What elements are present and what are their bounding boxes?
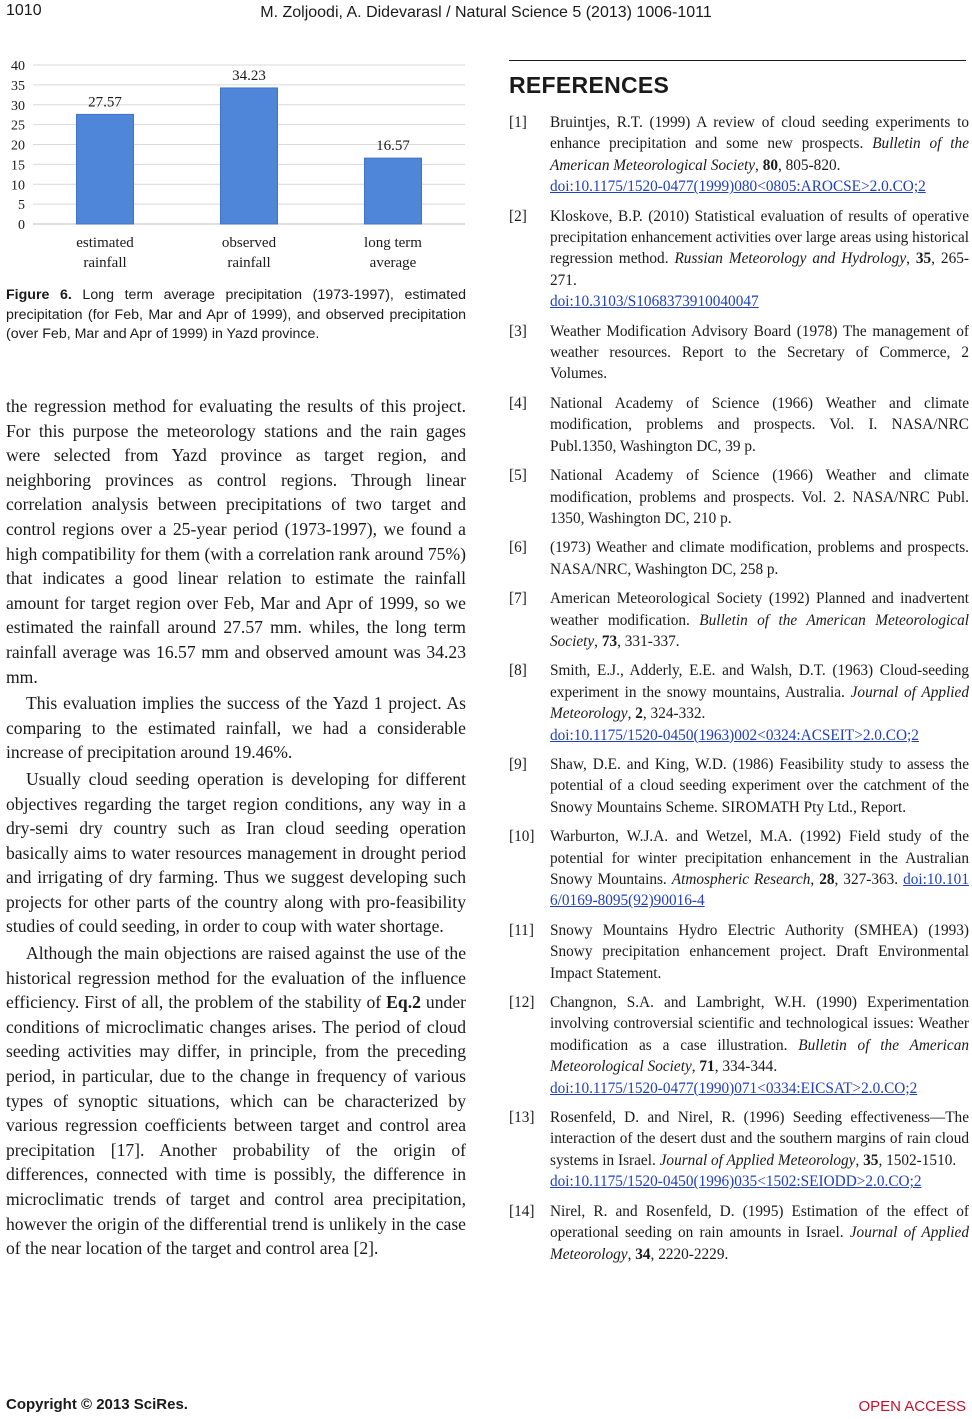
reference-volume: 35 — [915, 250, 932, 268]
reference-text: (1973) Weather and climate modification, problems and prospects. NASA/NRC, Washington DC, 258 p. — [550, 539, 969, 578]
x-tick-label: observed — [221, 235, 277, 251]
reference-volume: 28 — [819, 871, 835, 888]
reference-journal: Bulletin of the American Meteorological Society — [550, 135, 969, 174]
body-text — [6, 394, 466, 1263]
y-tick-label: 15 — [11, 158, 25, 174]
reference-journal: Russian Meteorology and Hydrology — [674, 250, 907, 268]
reference-journal: Journal of Applied Meteorology — [659, 1151, 856, 1169]
data-label: 27.57 — [88, 94, 122, 111]
reference-journal: Atmospheric Research — [671, 871, 811, 888]
reference-text: Warburton, W.J.A. and Wetzel, M.A. (1992) Field study of the potential for winter precipitation enhancement in the Australian Snowy Mountains. — [550, 828, 969, 888]
reference-item — [509, 588, 969, 652]
x-tick-label: average — [369, 255, 417, 271]
reference-number: [7] — [509, 590, 527, 608]
doi-link[interactable]: doi:10.3103/S1068373910040047 — [550, 293, 759, 311]
reference-number: [2] — [509, 207, 527, 225]
reference-pages: , 2220-2229. — [650, 1245, 729, 1263]
y-tick-label: 20 — [11, 138, 25, 154]
x-tick-label: rainfall — [83, 255, 127, 271]
x-tick-label: estimated — [76, 235, 134, 251]
doi-link[interactable]: doi:10.1175/1520-0450(1996)035<1502:SEIODD>2.0.CO;2 — [550, 1173, 922, 1191]
reference-item — [509, 660, 969, 746]
reference-text: Bruintjes, R.T. (1999) A review of cloud seeding experiments to enhance precipitation and some new prospects. — [550, 114, 969, 153]
running-title: M. Zoljoodi, A. Didevarasl / Natural Science 5 (2013) 1006-1011 — [260, 4, 712, 21]
reference-volume: 2 — [635, 705, 643, 723]
reference-number: [9] — [509, 755, 527, 773]
data-label: 34.23 — [232, 67, 266, 84]
reference-item — [509, 1107, 969, 1193]
y-tick-label: 10 — [11, 178, 25, 194]
reference-text: Shaw, D.E. and King, W.D. (1986) Feasibility study to assess the potential of a cloud seeding experiment over the catchment of the Snowy Mountains Scheme. SIROMATH Pty Ltd., Report. — [550, 755, 969, 816]
data-label: 16.57 — [376, 138, 410, 155]
x-tick-label: long term — [364, 235, 422, 251]
reference-number: [13] — [509, 1109, 535, 1127]
reference-number: [1] — [509, 114, 527, 131]
reference-item — [509, 1201, 969, 1265]
reference-item — [509, 321, 969, 385]
paragraph-text: under conditions of microclimatic changes arises. The period of cloud seeding activities may differ, in principle, from the preceding period, in particular, due to the change in frequency of various types of synoptic situations, which can be characterized by various regression coefficients between target and control area precipitation [17]. Another probability of the origin of differences, connected with time is possibly, the difference in microclimatic trends of target and control area precipitation, however the origin of the differential trend is unlikely in the case of the near location of the target and control area [2]. — [6, 992, 466, 1259]
open-access-label: OPEN ACCESS — [858, 1398, 966, 1415]
reference-text: Kloskove, B.P. (2010) Statistical evaluation of results of operative precipitation enhancement activities over large areas using historical regression method. — [550, 207, 969, 268]
reference-item — [509, 112, 969, 198]
reference-text: Changnon, S.A. and Lambright, W.H. (1990) Experimentation involving controversial scientific and technological issues: Weather modification as a case illustration. — [550, 994, 969, 1054]
y-tick-label: 5 — [18, 198, 25, 214]
reference-sep: , — [627, 705, 636, 723]
reference-item — [509, 393, 969, 457]
reference-pages: , 265-271. — [550, 250, 969, 289]
reference-pages: , 331-337. — [617, 632, 680, 650]
paragraph: Usually cloud seeding operation is developing for different objectives regarding the target region conditions, any way in a dry-semi dry country such as Iran cloud seeding operation basically aims to water resources management in drought period and irrigating of dry farming. Thus we suggest developing such projects for other parts of the country along with pro-feasibility studies of could seeding, in order to coup with water shortage. — [6, 768, 466, 937]
reference-item — [509, 920, 969, 984]
reference-number: [5] — [509, 467, 527, 485]
reference-text: Snowy Mountains Hydro Electric Authority (SMHEA) (1993) Snowy precipitation enhancement project. Draft Environmental Impact Statement. — [550, 921, 969, 982]
reference-text: Weather Modification Advisory Board (1978) The management of weather resources. Report to the Secretary of Commerce, 2 Volumes. — [550, 322, 969, 383]
column-rule — [509, 60, 966, 61]
figure-caption — [6, 286, 466, 345]
reference-number: [6] — [509, 539, 527, 557]
reference-text: Rosenfeld, D. and Nirel, R. (1996) Seeding effectiveness—The interaction of the desert dust and the southern margins of rain cloud systems in Israel. — [550, 1109, 969, 1169]
reference-text: Nirel, R. and Rosenfeld, D. (1995) Estimation of the effect of operational seeding on rain amounts in Israel. — [550, 1202, 969, 1242]
y-tick-label: 30 — [11, 98, 25, 114]
reference-journal: Journal of Applied Meteorology — [550, 683, 969, 723]
y-tick-label: 40 — [11, 59, 25, 74]
reference-volume: 80 — [762, 156, 778, 174]
reference-volume: 34 — [635, 1245, 651, 1263]
paragraph: the regression method for evaluating the results of this project. For this purpose the meteorology stations and the rain gages were selected from Yazd province as target region, and neighboring provinces as control regions. Through linear correlation analysis between precipitations of two target and control regions over a 25-year period (1973-1997), we found a high compatibility for them (with a correlation rank around 75%) that indicates a good linear relation to estimate the rainfall amount for target region over Feb, Mar and Apr of 1999, so we estimated the rainfall around 27.57 mm. whiles, the long term rainfall average was 16.57 mm and observed amount was 34.23 mm. — [6, 396, 466, 687]
x-tick-label: rainfall — [227, 255, 271, 271]
reference-text: Smith, E.J., Adderly, E.E. and Walsh, D.T. (1963) Cloud-seeding experiment in the snowy mountains, Australia. — [550, 662, 969, 701]
y-tick-label: 25 — [11, 118, 25, 134]
reference-number: [12] — [509, 994, 535, 1012]
figure-label: Figure 6. — [6, 287, 72, 303]
bar — [365, 158, 422, 224]
reference-sep: , — [755, 156, 763, 174]
reference-sep: , — [810, 871, 820, 888]
reference-volume: 71 — [699, 1058, 715, 1076]
reference-number: [4] — [509, 394, 527, 412]
y-tick-label: 35 — [11, 78, 25, 94]
reference-item — [509, 754, 969, 818]
figure-caption-text: Long term average precipitation (1973-1997), estimated precipitation (for Feb, Mar and Apr of 1999), and observed precipitation (over Feb, Mar and Apr of 1999) in Yazd province. — [6, 287, 466, 342]
reference-sep: , — [627, 1245, 636, 1263]
reference-pages: , 805-820. — [777, 156, 841, 174]
bar — [221, 88, 278, 224]
reference-volume: 35 — [863, 1151, 879, 1169]
copyright: Copyright © 2013 SciRes. — [6, 1396, 188, 1413]
reference-number: [11] — [509, 921, 534, 939]
paragraph: This evaluation implies the success of the Yazd 1 project. As comparing to the estimated rainfall, we had a considerable increase of precipitation around 19.46%. — [6, 693, 466, 763]
reference-pages: , 327-363. — [834, 871, 904, 888]
reference-sep: , — [594, 632, 602, 650]
y-tick-label: 0 — [18, 218, 25, 233]
reference-item — [509, 537, 969, 580]
reference-number: [3] — [509, 322, 527, 340]
reference-sep: , — [691, 1058, 700, 1076]
reference-item — [509, 206, 969, 313]
bar-chart — [0, 55, 480, 285]
page-number: 1010 — [6, 2, 42, 19]
reference-sep: , — [855, 1151, 864, 1169]
doi-link[interactable]: doi:10.1175/1520-0477(1990)071<0334:EICSAT>2.0.CO;2 — [550, 1079, 918, 1097]
reference-number: [14] — [509, 1202, 535, 1220]
references-heading: REFERENCES — [509, 72, 670, 98]
reference-pages: , 334-344. — [714, 1058, 778, 1076]
reference-pages: , 324-332. — [642, 705, 706, 723]
doi-link[interactable]: doi:10.1175/1520-0477(1999)080<0805:AROCSE>2.0.CO;2 — [550, 178, 926, 196]
reference-number: [10] — [509, 828, 535, 846]
paragraph-text: Although the main objections are raised against the use of the historical regression method for the evaluation of the influence efficiency. First of all, the problem of the stability of — [6, 943, 466, 1013]
reference-item — [509, 465, 969, 529]
reference-journal: Bulletin of the American Meteorological Society — [550, 611, 969, 650]
reference-sep: , — [906, 250, 916, 268]
reference-list — [509, 112, 969, 1273]
reference-item — [509, 826, 969, 912]
reference-text: American Meteorological Society (1992) Planned and inadvertent weather modification. — [550, 590, 969, 629]
doi-link[interactable]: doi:10.1016/0169-8095(92)90016-4 — [550, 871, 969, 910]
reference-volume: 73 — [601, 632, 618, 650]
reference-number: [8] — [509, 662, 527, 680]
reference-pages: , 1502-1510. — [878, 1151, 957, 1169]
reference-text: National Academy of Science (1966) Weather and climate modification, problems and prospects. Vol. 2. NASA/NRC Publ. 1350, Washington DC, 210 p. — [550, 467, 969, 527]
equation-ref: Eq.2 — [386, 992, 421, 1013]
bar — [77, 114, 134, 224]
reference-journal: Journal of Applied Meteorology — [550, 1224, 969, 1263]
reference-item — [509, 992, 969, 1099]
doi-link[interactable]: doi:10.1175/1520-0450(1963)002<0324:ACSEIT>2.0.CO;2 — [550, 726, 919, 744]
paragraph — [6, 941, 466, 1261]
reference-text: National Academy of Science (1966) Weather and climate modification, problems and prospects. Vol. I. NASA/NRC Publ.1350, Washington DC, 39 p. — [550, 394, 969, 455]
reference-journal: Bulletin of the American Meteorological Society — [550, 1036, 970, 1076]
